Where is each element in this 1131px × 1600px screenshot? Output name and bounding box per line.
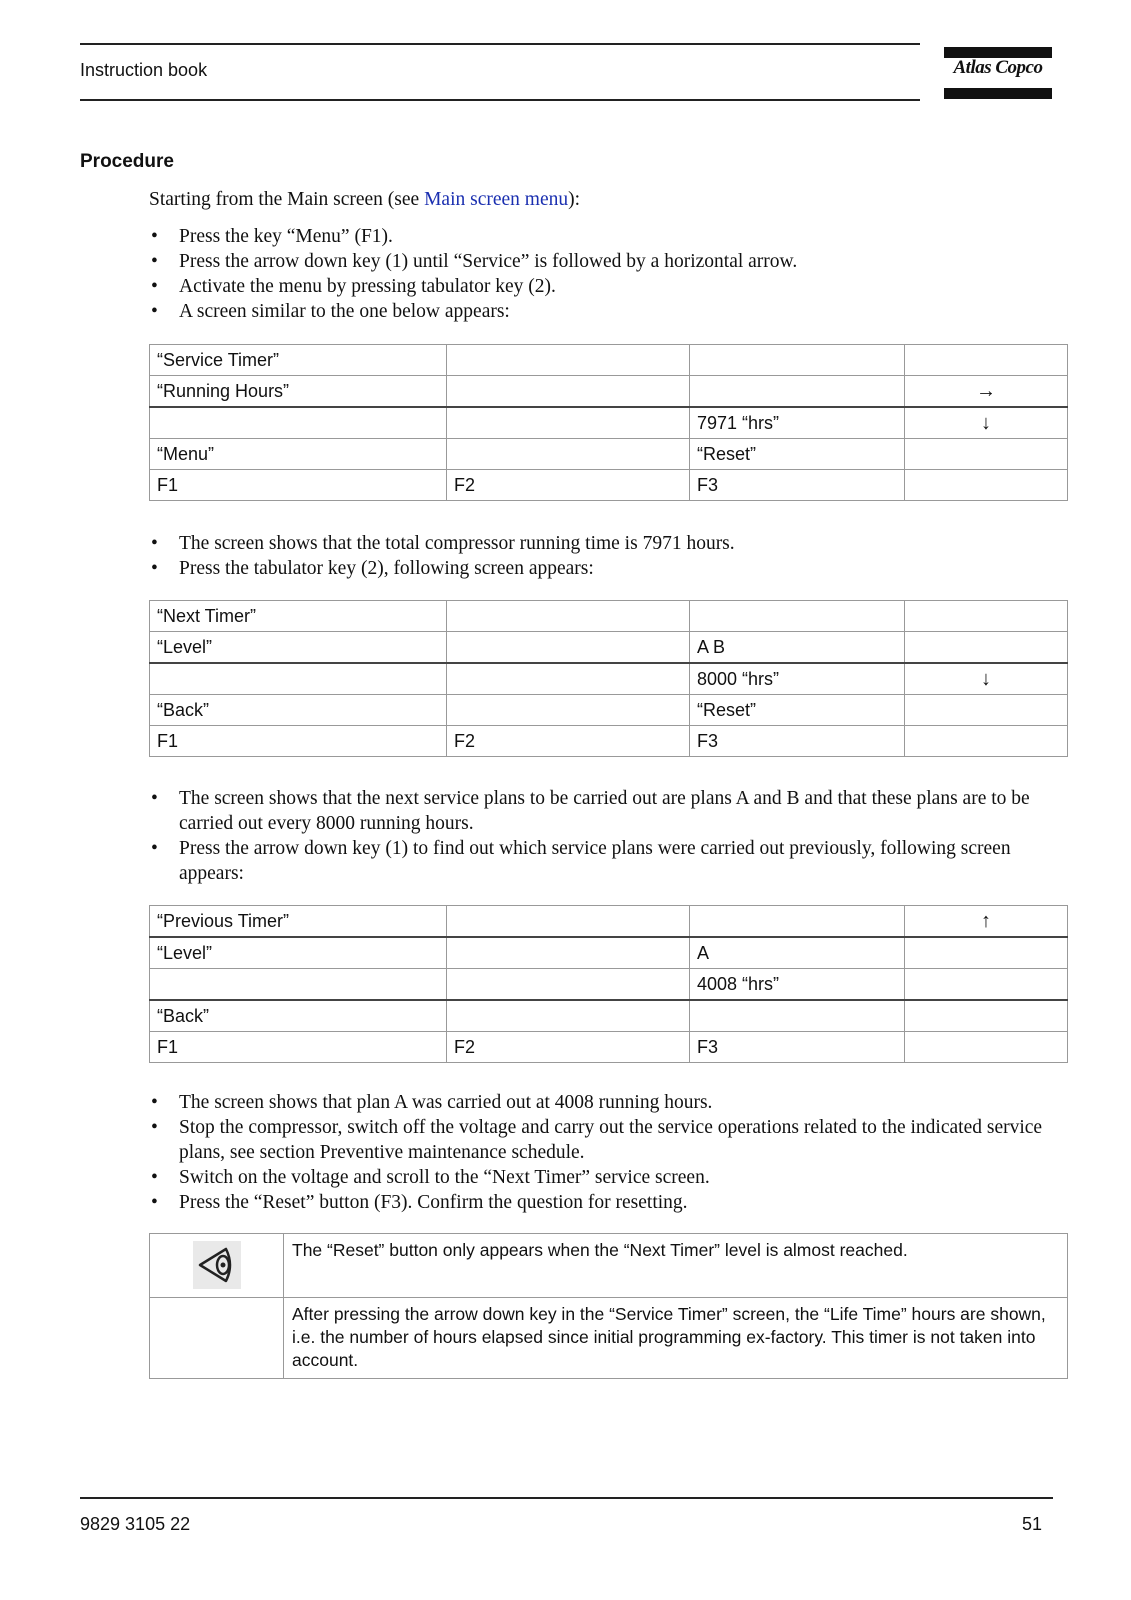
table-cell [447,937,690,969]
table-cell [447,969,690,1001]
note-icon-cell [150,1234,284,1298]
table-cell [690,345,905,376]
list-item: • The screen shows that the next service plans to be carried out are plans A and B and that these plans are to be carried out every 8000 running hours. [149,786,1069,836]
table-cell: F3 [690,470,905,501]
list-item: • Press the tabulator key (2), following screen appears: [149,556,1069,581]
table-row [150,969,1068,1001]
table-row [150,726,1068,757]
table-cell: “Back” [150,1000,447,1032]
table-row [150,439,1068,470]
previous-timer-screen-table [149,905,1068,1063]
table-cell: 4008 “hrs” [690,969,905,1001]
table-cell [905,937,1068,969]
table-row [150,1000,1068,1032]
down-arrow-icon: ↓ [905,407,1068,439]
down-arrow-icon: ↓ [905,663,1068,695]
page-number: 51 [1022,1514,1043,1534]
table-cell [905,439,1068,470]
list-item: • The screen shows that plan A was carried out at 4008 running hours. [149,1090,1069,1115]
table-cell: “Level” [150,937,447,969]
bullet-list-3 [149,786,1069,886]
table-row [150,1234,1068,1298]
header-title: Instruction book [80,60,208,80]
table-cell [905,345,1068,376]
table-cell [690,906,905,938]
table-cell [905,1000,1068,1032]
table-cell [447,376,690,408]
intro-text-before: Starting from the Main screen (see [149,189,425,210]
next-timer-screen-table [149,600,1068,757]
table-row [150,663,1068,695]
table-cell [690,1000,905,1032]
notes-table [149,1233,1068,1379]
table-cell: “Menu” [150,439,447,470]
table-cell: F2 [447,726,690,757]
table-row [150,1298,1068,1379]
section-heading: Procedure [80,151,174,172]
table-cell: “Reset” [690,695,905,726]
table-cell [447,601,690,632]
list-item: • Press the arrow down key (1) until “Service” is followed by a horizontal arrow. [149,249,1069,274]
table-cell [905,470,1068,501]
table-cell: F2 [447,470,690,501]
table-cell: 8000 “hrs” [690,663,905,695]
header-rule-bottom [80,99,920,101]
table-cell [447,632,690,664]
table-cell: “Reset” [690,439,905,470]
table-row [150,695,1068,726]
table-row [150,906,1068,938]
bullet-list-2 [149,531,1069,581]
table-row [150,601,1068,632]
table-cell: “Next Timer” [150,601,447,632]
table-cell: A [690,937,905,969]
atlas-copco-logo [944,47,1052,99]
table-cell [447,695,690,726]
table-cell [905,726,1068,757]
table-row [150,345,1068,376]
note-text-2: After pressing the arrow down key in the “Service Timer” screen, the “Life Time” hours are shown, i.e. the number of hours elapsed since initial programming ex-factory. This timer is not taken into account. [284,1298,1068,1379]
table-row [150,1032,1068,1063]
table-row [150,407,1068,439]
table-row [150,632,1068,664]
service-timer-screen-table [149,344,1068,501]
logo-wordmark: Atlas Copco [953,57,1043,78]
table-cell [690,376,905,408]
table-row [150,376,1068,408]
table-cell [905,695,1068,726]
intro-paragraph [149,187,580,212]
table-cell [447,345,690,376]
table-cell [905,632,1068,664]
up-arrow-icon: ↑ [905,906,1068,938]
list-item: • Press the key “Menu” (F1). [149,224,1069,249]
table-cell: “Level” [150,632,447,664]
table-cell [447,1000,690,1032]
right-arrow-icon: → [905,376,1068,408]
table-cell [905,601,1068,632]
table-cell: F1 [150,470,447,501]
table-cell: F3 [690,726,905,757]
list-item: • Stop the compressor, switch off the voltage and carry out the service operations related to the indicated service plans, see section Preventive maintenance schedule. [149,1115,1069,1165]
table-cell [690,601,905,632]
table-row [150,470,1068,501]
list-item: • A screen similar to the one below appears: [149,299,1069,324]
table-cell [150,969,447,1001]
list-item: • Activate the menu by pressing tabulator key (2). [149,274,1069,299]
bullet-list-4 [149,1090,1069,1215]
table-cell: A B [690,632,905,664]
table-cell: F1 [150,1032,447,1063]
table-cell [150,663,447,695]
table-cell [905,1032,1068,1063]
eye-icon [193,1241,241,1289]
table-cell: F1 [150,726,447,757]
table-cell [905,969,1068,1001]
table-cell [447,663,690,695]
list-item: • Switch on the voltage and scroll to the “Next Timer” service screen. [149,1165,1069,1190]
document-number: 9829 3105 22 [80,1514,191,1534]
table-cell [150,407,447,439]
table-cell: “Back” [150,695,447,726]
intro-text-after: ): [568,189,581,210]
table-cell: F2 [447,1032,690,1063]
note-text-1: The “Reset” button only appears when the “Next Timer” level is almost reached. [284,1234,1068,1298]
header-rule-top [80,43,920,45]
table-cell [447,407,690,439]
list-item: • Press the “Reset” button (F3). Confirm the question for resetting. [149,1190,1069,1215]
table-cell: F3 [690,1032,905,1063]
table-cell: “Running Hours” [150,376,447,408]
table-cell: 7971 “hrs” [690,407,905,439]
note-empty-cell [150,1298,284,1379]
table-cell: “Service Timer” [150,345,447,376]
table-row [150,937,1068,969]
table-cell: “Previous Timer” [150,906,447,938]
table-cell [447,906,690,938]
main-screen-menu-link[interactable]: Main screen menu [424,189,569,210]
footer-rule [80,1497,1053,1499]
list-item: • Press the arrow down key (1) to find out which service plans were carried out previously, following screen appears: [149,836,1069,886]
list-item: • The screen shows that the total compressor running time is 7971 hours. [149,531,1069,556]
bullet-list-1 [149,224,1069,324]
table-cell [447,439,690,470]
